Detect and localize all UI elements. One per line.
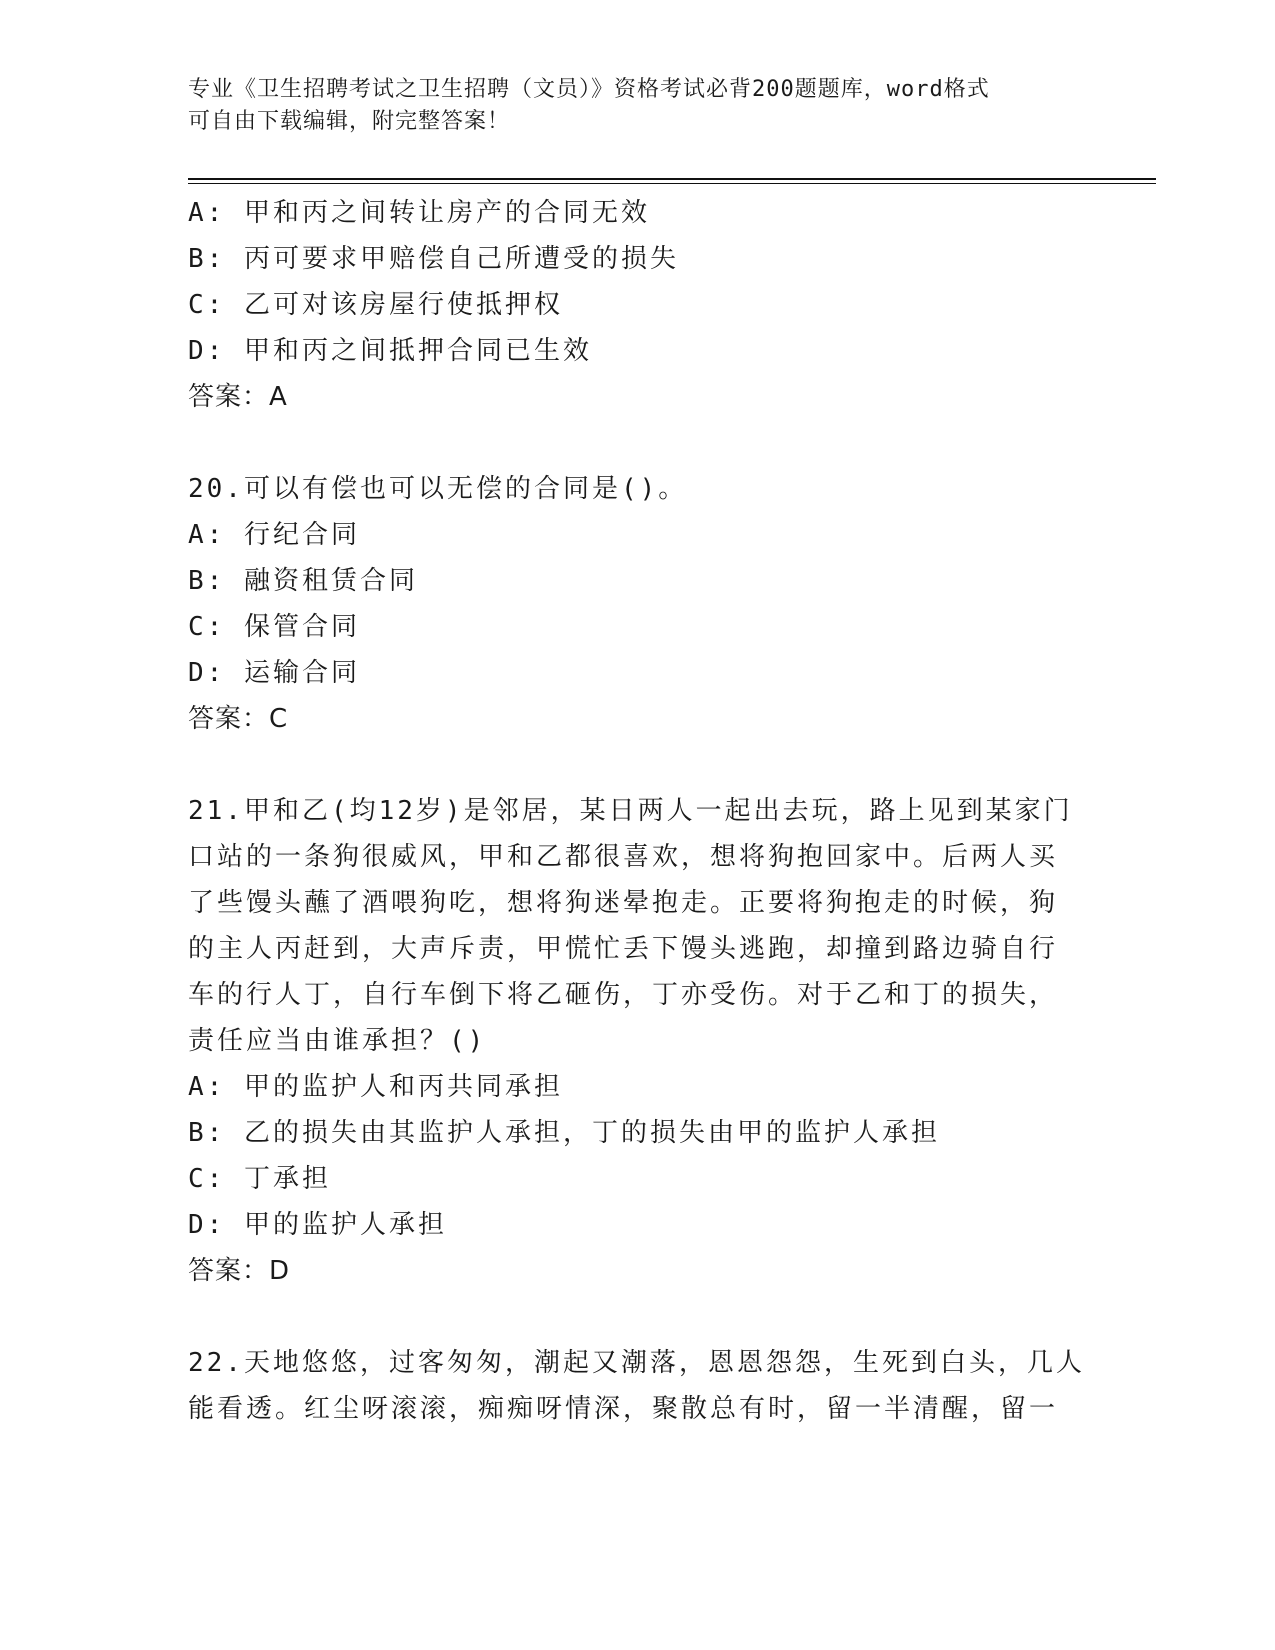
spacer [188, 1294, 1088, 1340]
question-19-option-d: D: 甲和丙之间抵押合同已生效 [188, 336, 592, 366]
question-21-answer: 答案：D [188, 1256, 291, 1286]
question-content [188, 190, 1088, 1432]
spacer [188, 420, 1088, 466]
question-22-stem-line: 22.天地悠悠，过客匆匆，潮起又潮落，恩恩怨怨，生死到白头，几人 [188, 1348, 1085, 1378]
question-20-option-d: D: 运输合同 [188, 658, 360, 688]
header-title-line-2: 可自由下载编辑，附完整答案！ [188, 109, 511, 134]
question-19-answer: 答案：A [188, 382, 288, 412]
question-22 [188, 1340, 1088, 1432]
question-19-option-a: A: 甲和丙之间转让房产的合同无效 [188, 198, 650, 228]
header-rule-thick [188, 178, 1156, 180]
header-rule-thin [188, 183, 1156, 184]
question-22-stem-line: 能看透。红尘呀滚滚，痴痴呀情深，聚散总有时，留一半清醒，留一 [188, 1394, 1059, 1424]
header-title-line-1: 专业《卫生招聘考试之卫生招聘（文员）》资格考试必背200题题库，word格式 [188, 77, 990, 102]
question-19 [188, 190, 1088, 420]
spacer [188, 742, 1088, 788]
question-21-option-b: B: 乙的损失由其监护人承担，丁的损失由甲的监护人承担 [188, 1118, 940, 1148]
question-21-stem-line: 的主人丙赶到，大声斥责，甲慌忙丢下馒头逃跑，却撞到路边骑自行 [188, 934, 1059, 964]
question-21 [188, 788, 1088, 1294]
question-21-stem-line: 了些馒头蘸了酒喂狗吃，想将狗迷晕抱走。正要将狗抱走的时候，狗 [188, 888, 1059, 918]
question-20-option-a: A: 行纪合同 [188, 520, 360, 550]
question-21-option-c: C: 丁承担 [188, 1164, 331, 1194]
question-19-option-b: B: 丙可要求甲赔偿自己所遭受的损失 [188, 244, 679, 274]
question-20-option-c: C: 保管合同 [188, 612, 360, 642]
page-header [188, 74, 1088, 138]
question-20-option-b: B: 融资租赁合同 [188, 566, 418, 596]
question-21-option-a: A: 甲的监护人和丙共同承担 [188, 1072, 563, 1102]
question-21-stem-line: 车的行人丁，自行车倒下将乙砸伤，丁亦受伤。对于乙和丁的损失， [188, 980, 1059, 1010]
question-21-stem-line: 口站的一条狗很威风，甲和乙都很喜欢，想将狗抱回家中。后两人买 [188, 842, 1059, 872]
question-21-stem-line: 责任应当由谁承担？() [188, 1026, 487, 1056]
question-21-option-d: D: 甲的监护人承担 [188, 1210, 447, 1240]
question-20 [188, 466, 1088, 742]
question-20-stem: 20.可以有偿也可以无偿的合同是()。 [188, 474, 688, 504]
question-21-stem-line: 21.甲和乙(均12岁)是邻居，某日两人一起出去玩，路上见到某家门 [188, 796, 1073, 826]
question-19-option-c: C: 乙可对该房屋行使抵押权 [188, 290, 563, 320]
question-20-answer: 答案：C [188, 704, 289, 734]
